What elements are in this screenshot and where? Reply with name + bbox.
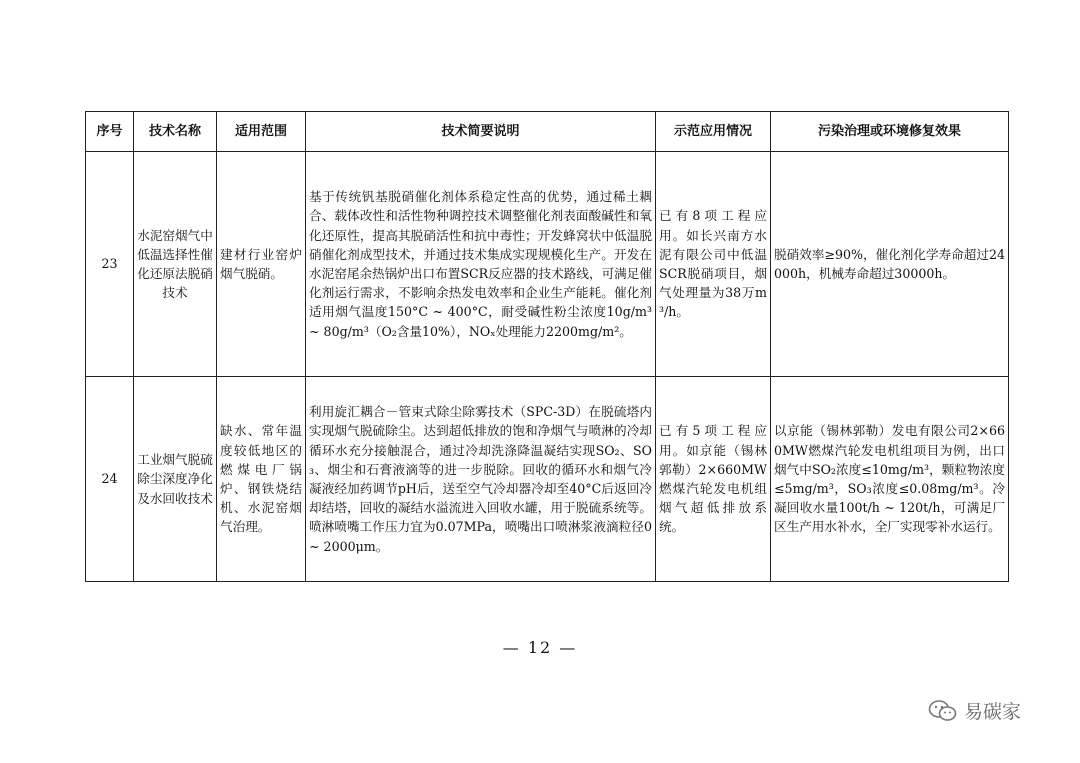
effect: 以京能（锡林郭勒）发电有限公司2×660MW燃煤汽轮发电机组项目为例，出口烟气中SO₂浓度≤10mg/m³，颗粒物浓度≤5mg/m³，SO₃浓度≤0.08mg/m³。冷凝回收水量100t/h ~ 120t/h，可满足厂区生产用水补水，全厂实现零补水运行。 xyxy=(771,377,1009,582)
table-row xyxy=(86,377,1009,582)
technology-table xyxy=(85,111,1009,582)
page-number: — 12 — xyxy=(502,638,578,657)
tech-name: 工业烟气脱硫除尘深度净化及水回收技术 xyxy=(134,377,217,582)
wechat-icon xyxy=(928,699,958,723)
tech-name: 水泥窑烟气中低温选择性催化还原法脱硝技术 xyxy=(134,152,217,377)
header-scope: 适用范围 xyxy=(217,112,306,152)
header-effect: 污染治理或环境修复效果 xyxy=(771,112,1009,152)
header-number: 序号 xyxy=(86,112,134,152)
demo-application: 已有5项工程应用。如京能（锡林郭勒）2×660MW燃煤汽轮发电机组烟气超低排放系统。 xyxy=(656,377,771,582)
demo-application: 已有8项工程应用。如长兴南方水泥有限公司中低温SCR脱硝项目，烟气处理量为38万m³/h。 xyxy=(656,152,771,377)
row-number: 24 xyxy=(86,377,134,582)
effect: 脱硝效率≥90%，催化剂化学寿命超过24000h，机械寿命超过30000h。 xyxy=(771,152,1009,377)
description: 基于传统钒基脱硝催化剂体系稳定性高的优势，通过稀土耦合、载体改性和活性物种调控技术调整催化剂表面酸碱性和氧化还原性，提高其脱硝活性和抗中毒性；开发蜂窝状中低温脱硝催化剂成型技术，并通过技术集成实现规模化生产。开发在水泥窑尾余热锅炉出口布置SCR反应器的技术路线，可满足催化剂运行需求，不影响余热发电效率和企业生产能耗。催化剂适用烟气温度150°C ~ 400°C，耐受碱性粉尘浓度10g/m³ ~ 80g/m³（O₂含量10%），NOₓ处理能力2200mg/m²。 xyxy=(306,152,656,377)
table-row xyxy=(86,152,1009,377)
watermark xyxy=(928,697,1021,724)
header-demo: 示范应用情况 xyxy=(656,112,771,152)
header-description: 技术简要说明 xyxy=(306,112,656,152)
description: 利用旋汇耦合－管束式除尘除雾技术（SPC-3D）在脱硫塔内实现烟气脱硫除尘。达到超低排放的饱和净烟气与喷淋的冷却循环水充分接触混合，通过冷却洗涤降温凝结实现SO₂、SO₃、烟尘和石膏液滴等的进一步脱除。回收的循环水和烟气冷凝液经加药调节pH后，送至空气冷却器冷却至40°C后返回冷却结塔，回收的凝结水溢流进入回收水罐，用于脱硫系统等。喷淋喷嘴工作压力宜为0.07MPa，喷嘴出口喷淋浆液滴粒径0 ~ 2000μm。 xyxy=(306,377,656,582)
row-number: 23 xyxy=(86,152,134,377)
table-header-row xyxy=(86,112,1009,152)
scope: 建材行业窑炉烟气脱硝。 xyxy=(217,152,306,377)
watermark-text: 易碳家 xyxy=(964,701,1022,723)
scope: 缺水、常年温度较低地区的燃煤电厂锅炉、钢铁烧结机、水泥窑烟气治理。 xyxy=(217,377,306,582)
header-tech-name: 技术名称 xyxy=(134,112,217,152)
